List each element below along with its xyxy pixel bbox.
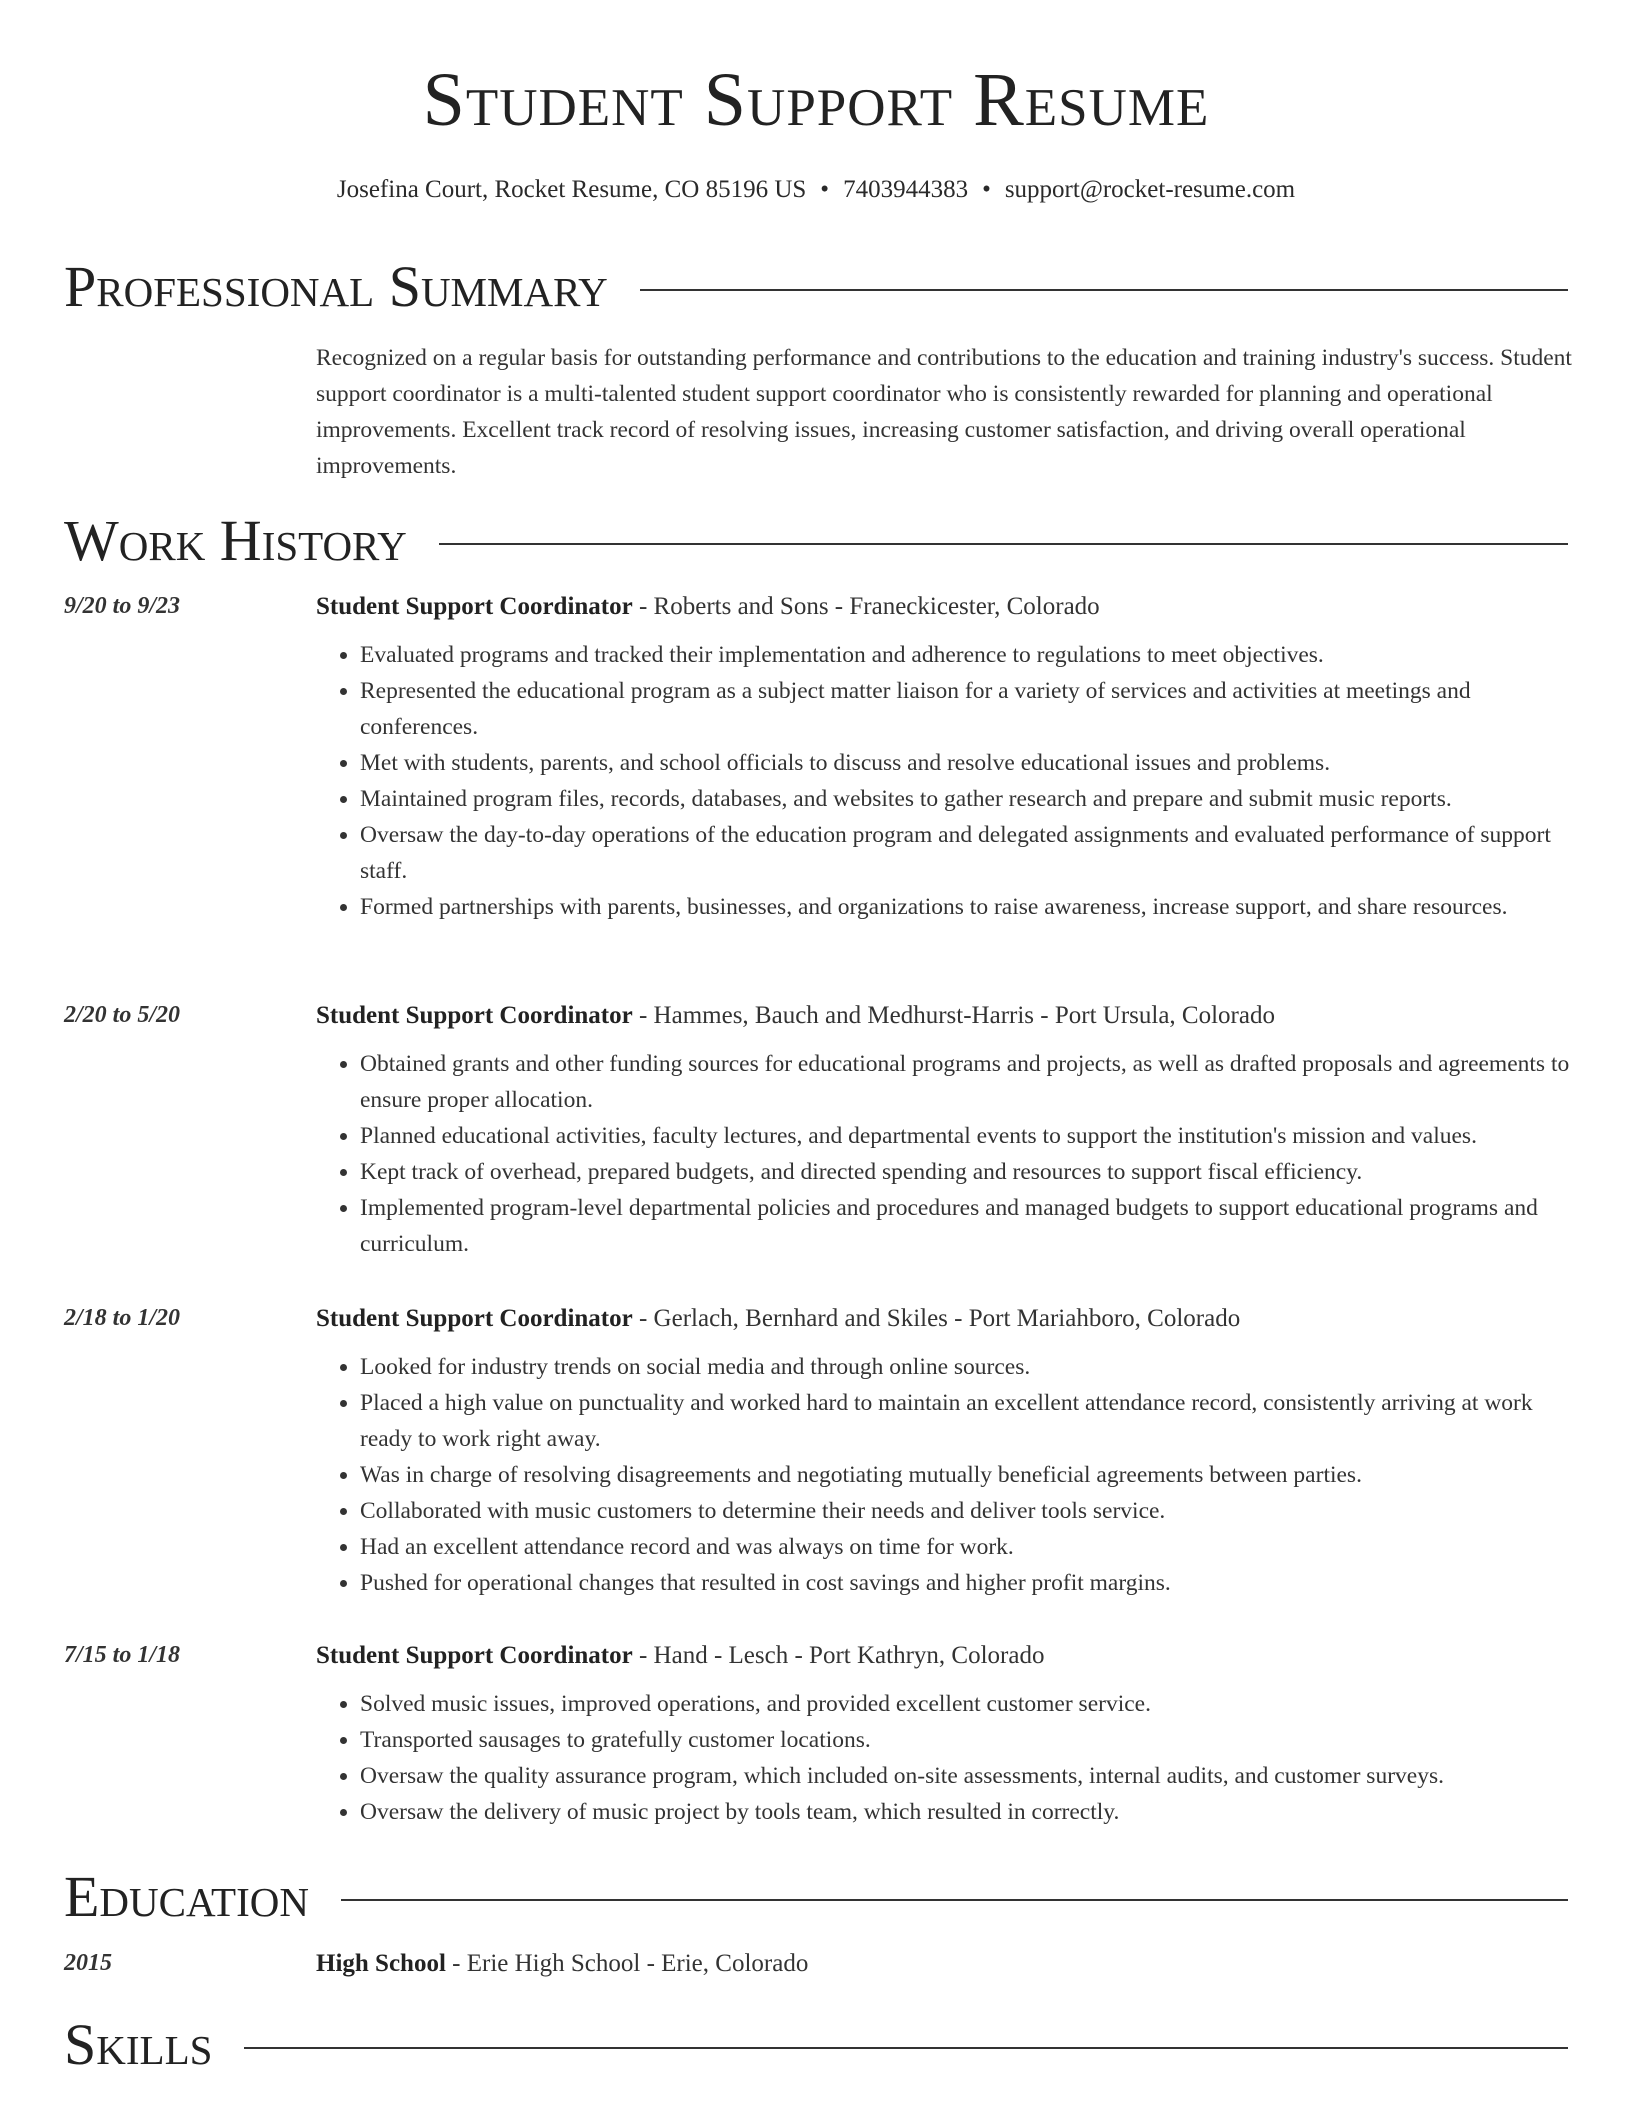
section-header-education xyxy=(64,1864,1568,1929)
list-item: • Evaluated programs and tracked their implementation and adherence to regulations to meet objectives. xyxy=(360,637,1578,673)
summary-text: Recognized on a regular basis for outstanding performance and contributions to the education and training industry's success. Student support coordinator is a multi-talented student support coordinator who is consistently rewarded for planning and operational improvements. Excellent track record of resolving issues, increasing customer satisfaction, and driving overall operational improvements. xyxy=(316,345,1572,479)
job-bullets xyxy=(316,1349,1578,1601)
job-bullets xyxy=(316,1686,1578,1830)
list-item: • Obtained grants and other funding sources for educational programs and projects, as well as drafted proposals and agreements to ensure proper allocation. xyxy=(360,1046,1578,1118)
section-title: Skills xyxy=(64,2012,213,2077)
list-item: • Implemented program-level departmental policies and procedures and managed budgets to support educational programs and curriculum. xyxy=(360,1190,1578,1262)
job-title: Student Support Coordinator xyxy=(316,593,633,620)
list-item: • Oversaw the day-to-day operations of the education program and delegated assignments and evaluated performance of support staff. xyxy=(360,817,1578,889)
section-divider xyxy=(640,289,1568,291)
section-divider xyxy=(244,2047,1568,2049)
section-divider xyxy=(439,543,1568,545)
contact-phone: 7403944383 xyxy=(843,176,969,203)
job-date: 2/18 to 1/20 xyxy=(64,1305,181,1331)
job-details: - Hand - Lesch - Port Kathryn, Colorado xyxy=(632,1642,1045,1669)
list-item: • Solved music issues, improved operations, and provided excellent customer service. xyxy=(360,1686,1578,1722)
list-item: • Looked for industry trends on social media and through online sources. xyxy=(360,1349,1578,1385)
job-heading xyxy=(316,1002,1275,1030)
section-divider xyxy=(341,1899,1568,1901)
education-heading xyxy=(316,1950,808,1978)
list-item: • Collaborated with music customers to determine their needs and deliver tools service. xyxy=(360,1493,1578,1529)
job-title: Student Support Coordinator xyxy=(316,1642,633,1669)
job-title: Student Support Coordinator xyxy=(316,1002,633,1029)
contact-address: Josefina Court, Rocket Resume, CO 85196 US xyxy=(336,176,807,203)
contact-separator: • xyxy=(982,176,991,203)
list-item: • Met with students, parents, and school officials to discuss and resolve educational issues and problems. xyxy=(360,745,1578,781)
job-date: 9/20 to 9/23 xyxy=(64,593,181,619)
list-item: • Oversaw the delivery of music project by tools team, which resulted in correctly. xyxy=(360,1794,1578,1830)
job-heading xyxy=(316,1642,1044,1670)
list-item: • Pushed for operational changes that resulted in cost savings and higher profit margins. xyxy=(360,1565,1578,1601)
education-date: 2015 xyxy=(64,1950,112,1976)
section-header-skills xyxy=(64,2012,1568,2077)
education-details: - Erie High School - Erie, Colorado xyxy=(445,1950,809,1977)
list-item: • Transported sausages to gratefully customer locations. xyxy=(360,1722,1578,1758)
job-heading xyxy=(316,1305,1240,1333)
list-item: • Formed partnerships with parents, businesses, and organizations to raise awareness, increase support, and share resources. xyxy=(360,889,1578,925)
job-title: Student Support Coordinator xyxy=(316,1305,633,1332)
job-bullets xyxy=(316,637,1578,925)
section-title: Education xyxy=(64,1864,309,1929)
job-details: - Roberts and Sons - Franeckicester, Colorado xyxy=(632,593,1100,620)
section-header-summary xyxy=(64,254,1568,319)
contact-line xyxy=(0,176,1632,204)
list-item: • Kept track of overhead, prepared budgets, and directed spending and resources to support fiscal efficiency. xyxy=(360,1154,1578,1190)
job-date: 7/15 to 1/18 xyxy=(64,1642,181,1668)
list-item: • Represented the educational program as a subject matter liaison for a variety of services and activities at meetings and conferences. xyxy=(360,673,1578,745)
section-title: Professional Summary xyxy=(64,254,608,319)
job-date: 2/20 to 5/20 xyxy=(64,1002,181,1028)
list-item: • Maintained program files, records, databases, and websites to gather research and prepare and submit music reports. xyxy=(360,781,1578,817)
list-item: • Placed a high value on punctuality and worked hard to maintain an excellent attendance record, consistently arriving at work ready to work right away. xyxy=(360,1385,1578,1457)
contact-separator: • xyxy=(820,176,830,203)
list-item: • Was in charge of resolving disagreements and negotiating mutually beneficial agreements between parties. xyxy=(360,1457,1578,1493)
list-item: • Planned educational activities, faculty lectures, and departmental events to support the institution's mission and values. xyxy=(360,1118,1578,1154)
list-item: • Oversaw the quality assurance program, which included on-site assessments, internal audits, and customer surveys. xyxy=(360,1758,1578,1794)
job-bullets xyxy=(316,1046,1578,1262)
section-header-work xyxy=(64,508,1568,573)
section-title: Work History xyxy=(64,508,407,573)
resume-title: Student Support Resume xyxy=(422,58,1210,142)
contact-email: support@rocket-resume.com xyxy=(1004,176,1296,203)
job-details: - Hammes, Bauch and Medhurst-Harris - Port Ursula, Colorado xyxy=(632,1002,1275,1029)
education-degree: High School xyxy=(316,1950,446,1977)
job-details: - Gerlach, Bernhard and Skiles - Port Mariahboro, Colorado xyxy=(632,1305,1241,1332)
list-item: • Had an excellent attendance record and was always on time for work. xyxy=(360,1529,1578,1565)
job-heading xyxy=(316,593,1100,621)
